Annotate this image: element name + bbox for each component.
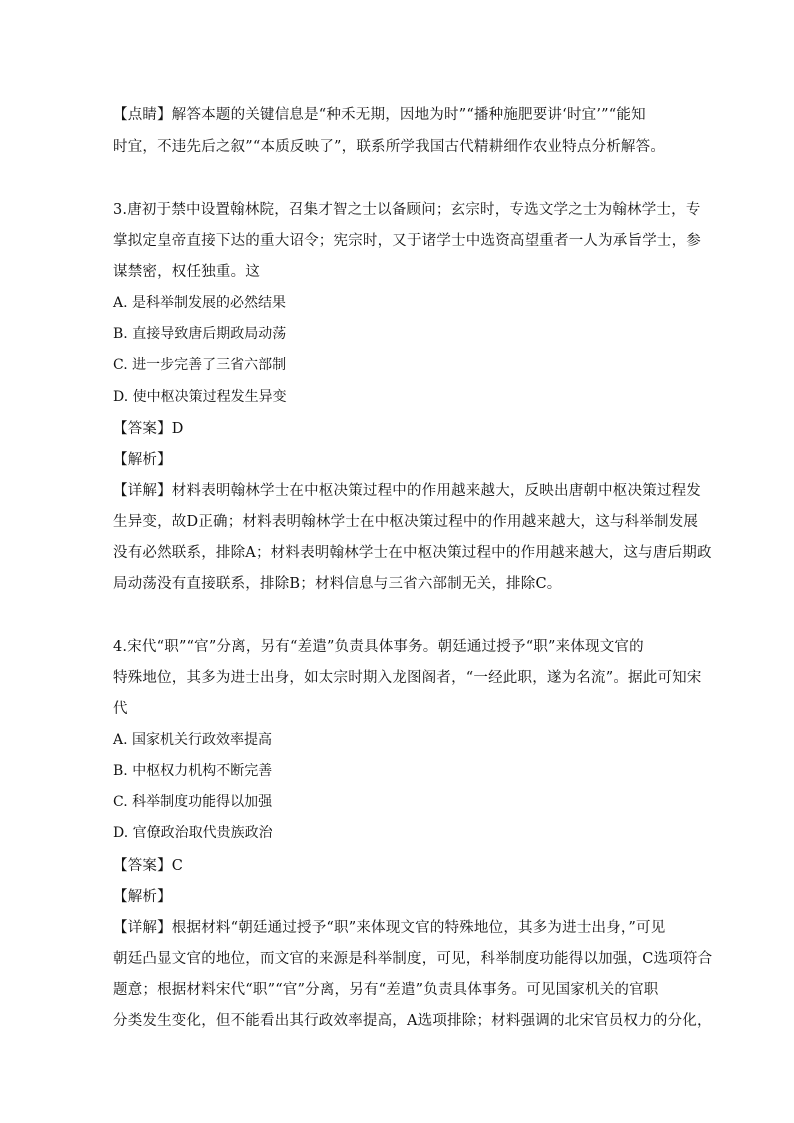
q4-stem-line-3: 代 bbox=[113, 701, 128, 717]
q3-option-d: D. 使中枢决策过程发生异变 bbox=[113, 389, 287, 405]
q4-detail-line-2: 朝廷凸显文官的地位，而文官的来源是科举制度，可见，科举制度功能得以加强，C选项符合 bbox=[113, 951, 713, 967]
q3-stem-line-2: 掌拟定皇帝直接下达的重大诏令；宪宗时，又于诸学士中选资高望重者一人为承旨学士，参 bbox=[113, 233, 701, 249]
q4-option-a: A. 国家机关行政效率提高 bbox=[113, 732, 273, 748]
q4-detail-line-4: 分类发生变化，但不能看出其行政效率提高，A选项排除；材料强调的北宋官员权力的分化， bbox=[113, 1013, 712, 1029]
q3-analysis-label: 【解析】 bbox=[113, 452, 172, 468]
q4-detail-line-3: 题意；根据材料宋代“职”“官”分离，另有“差遣”负责具体事务。可见国家机关的官职 bbox=[113, 982, 659, 998]
q3-stem-line-1: 3.唐初于禁中设置翰林院，召集才智之士以备顾问；玄宗时，专选文学之士为翰林学士，专 bbox=[113, 202, 701, 218]
q2-tip-line-1: 【点睛】解答本题的关键信息是“种禾无期，因地为时”“播种施肥要讲‘时宜’”“能知 bbox=[113, 107, 646, 123]
q3-detail-line-3: 没有必然联系，排除A；材料表明翰林学士在中枢决策过程中的作用越来越大，这与唐后期政 bbox=[113, 545, 712, 561]
q3-answer: 【答案】D bbox=[113, 421, 184, 437]
q4-answer: 【答案】C bbox=[113, 858, 184, 874]
q4-option-c: C. 科举制度功能得以加强 bbox=[113, 794, 273, 810]
q3-option-a: A. 是科举制发展的必然结果 bbox=[113, 295, 287, 311]
q3-detail-line-4: 局动荡没有直接联系，排除B；材料信息与三省六部制无关，排除C。 bbox=[113, 576, 562, 592]
q3-detail-line-2: 生异变，故D正确；材料表明翰林学士在中枢决策过程中的作用越来越大，这与科举制发展 bbox=[113, 514, 699, 530]
q4-option-d: D. 官僚政治取代贵族政治 bbox=[113, 825, 273, 841]
q3-detail-line-1: 【详解】材料表明翰林学士在中枢决策过程中的作用越来越大，反映出唐朝中枢决策过程发 bbox=[113, 483, 701, 499]
q3-option-c: C. 进一步完善了三省六部制 bbox=[113, 357, 287, 373]
q2-tip-line-2: 时宜，不违先后之叙”“本质反映了”，联系所学我国古代精耕细作农业特点分析解答。 bbox=[113, 139, 666, 155]
q4-option-b: B. 中枢权力机构不断完善 bbox=[113, 763, 273, 779]
q3-option-b: B. 直接导致唐后期政局动荡 bbox=[113, 326, 287, 342]
q4-stem-line-1: 4.宋代“职”“官”分离，另有“差遣”负责具体事务。朝廷通过授予“职”来体现文官的 bbox=[113, 639, 644, 655]
q4-analysis-label: 【解析】 bbox=[113, 889, 172, 905]
q3-stem-line-3: 谋禁密，权任独重。这 bbox=[113, 264, 260, 280]
q4-detail-line-1: 【详解】根据材料“朝廷通过授予“职”来体现文官的特殊地位，其多为进士出身，”可见 bbox=[113, 920, 666, 936]
q4-stem-line-2: 特殊地位，其多为进士出身，如太宗时期入龙图阁者，“一经此职，遂为名流”。据此可知宋 bbox=[113, 670, 702, 686]
